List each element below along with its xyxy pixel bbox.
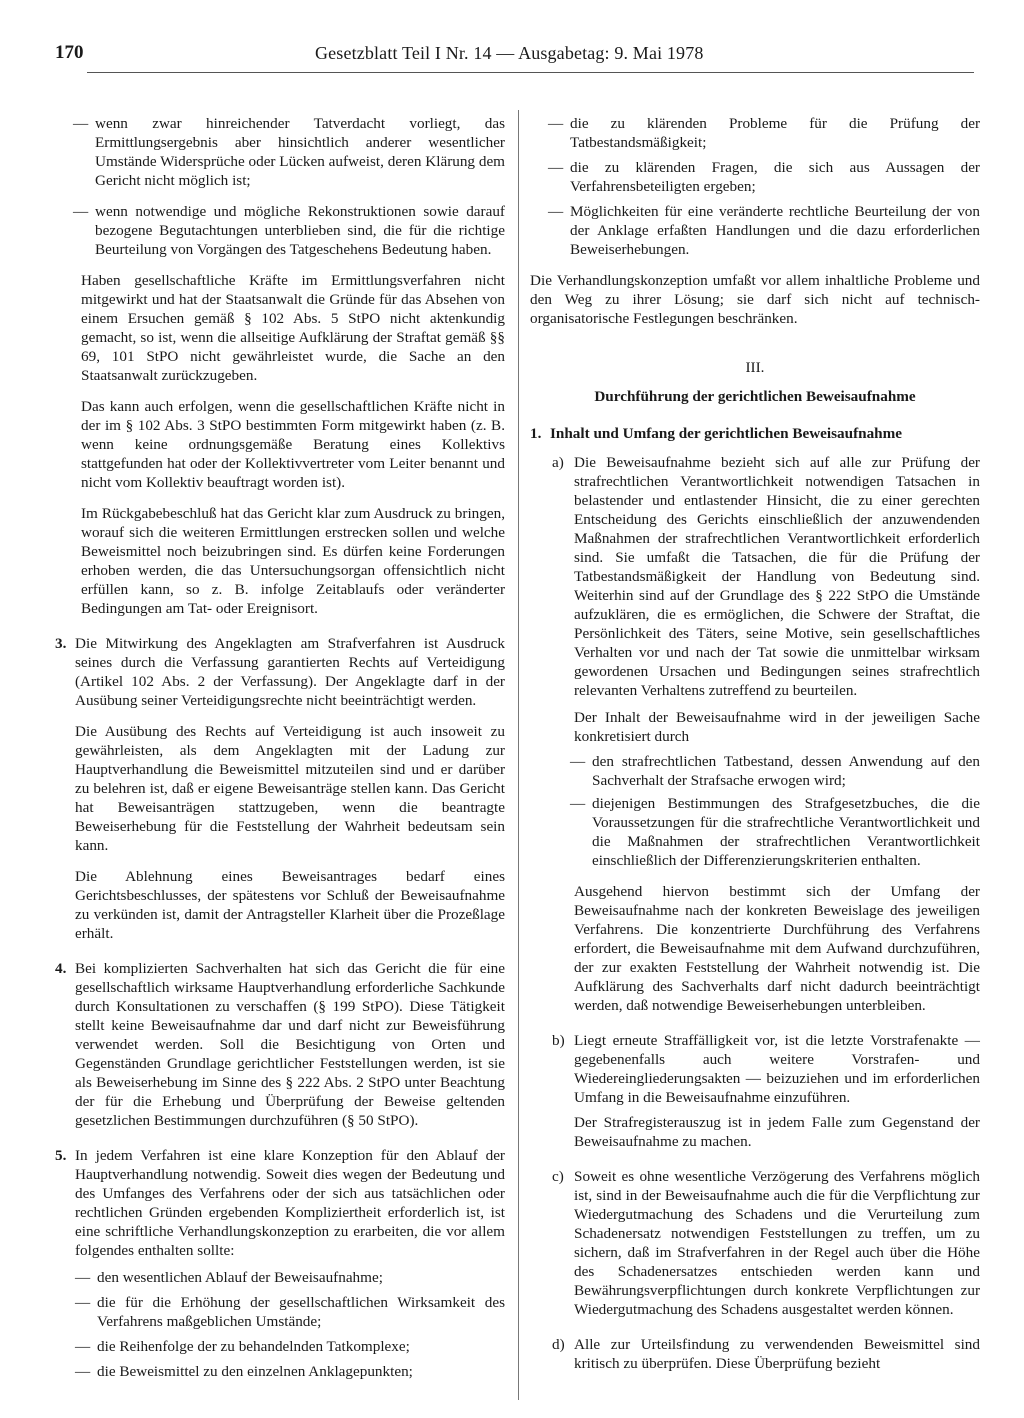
item-text: Soweit es ohne wesentliche Verzögerung des Verfahrens möglich ist, sind in der Beweisaufnahme auch die für die Verpflichtung zur Wiedergutmachung des Schadens und die Verurteilung zum Schadenersatz notwendigen Feststellungen zu treffen, um zu sichern, daß im Strafverfahren in der Regel auch über die Höhe des Schadenersatzes entschieden werden kann und Bewährungsverpflichtungen durch konkrete Verpflichtungen zur Wiedergutmachung des Schadens ausgestaltet werden können. — [574, 1168, 980, 1318]
section-title: Durchführung der gerichtlichen Beweisaufnahme — [594, 388, 916, 405]
paragraph: Ausgehend hiervon bestimmt sich der Umfang der Beweisaufnahme nach der konkreten Beweislage des jeweiligen Verfahrens. Die konzentrierte Durchführung des Verfahrens erfordert, die Beweisaufnahme mit dem Aufwand durchzuführen, der zur exakten Feststellung der Wahrheit notwendig ist. Die Aufklärung des Sachverhalts darf nicht dadurch beeinträchtigt werden, daß notwendige Beweiserhebungen unterbleiben. — [574, 883, 980, 1014]
item-letter: b) — [552, 1032, 565, 1049]
item-text: Die Mitwirkung des Angeklagten am Strafverfahren ist Ausdruck seines durch die Verfassung garantierten Rechts auf Verteidigung (Artikel 102 Abs. 2 der Verfassung). Der Angeklagte darf in der Ausübung seiner Verteidigungsrechte nicht beeinträchtigt werden. — [75, 635, 505, 709]
list-item: — wenn zwar hinreichender Tatverdacht vorliegt, das Ermittlungsergebnis aber hinsichtlich anderer wesentlicher Umstände Widersprüche oder Lücken aufweist, deren Klärung dem Gericht nicht möglich ist; — [55, 114, 505, 190]
paragraph: Das kann auch erfolgen, wenn die gesellschaftlichen Kräfte nicht in der im § 102 Abs. 3 StPO bestimmten Form mitgewirkt haben (z. B. wenn keine ordnungsgemäße Beratung eines Kollektivs stattgefunden hat oder der Kollektivvertreter vom Leiter benannt und nicht vom Kollektiv beauftragt worden ist). — [81, 398, 505, 491]
item-letter: d) — [552, 1336, 565, 1353]
paragraph: Im Rückgabebeschluß hat das Gericht klar zum Ausdruck zu bringen, worauf sich die weiteren Ermittlungen erstrecken sollen und welche Beweismittel noch beizubringen sind. Es dürfen keine Forderungen erhoben werden, die das Untersuchungsorgan offensichtlich nicht erfüllen kann, so z. B. infolge Zeitablaufs oder veränderter Bedingungen am Tat- oder Ereignisort. — [81, 505, 505, 617]
paragraph: Der Strafregisterauszug ist in jedem Falle zum Gegenstand der Beweisaufnahme zu machen. — [574, 1114, 980, 1150]
list-item: — wenn notwendige und mögliche Rekonstruktionen sowie darauf bezogene Begutachtungen unterblieben sind, die für die richtige Beurteilung von Vorgängen des Tatgeschehens Bedeutung haben. — [55, 202, 505, 259]
section-number: III. — [745, 359, 765, 376]
item-letter: a) — [552, 454, 564, 471]
item-text: Bei komplizierten Sachverhalten hat sich das Gericht die für eine gesellschaftlich wirksame Hauptverhandlung erforderliche Sachkunde durch Konsultationen zu verschaffen (§ 199 StPO). Diese Tätigkeit stellt keine Beweisaufnahme dar und darf nicht zur Beweisführung verwendet werden. Soll die Besichtigung von Orten und Gegenständen Grundlage gerichtlicher Feststellungen werden, ist sie als Beweiserhebung im Sinne des § 222 Abs. 2 StPO unter Beachtung der für die Erhebung und Überprüfung der Beweise geltenden gesetzlichen Bestimmungen durchzuführen (§ 50 StPO). — [75, 960, 505, 1129]
page-header — [55, 42, 974, 82]
item-text: Alle zur Urteilsfindung zu verwendenden Beweismittel sind kritisch zu überprüfen. Diese Überprüfung bezieht — [574, 1336, 980, 1372]
right-column — [530, 114, 980, 1385]
list-item: — den wesentlichen Ablauf der Beweisaufnahme; — [75, 1268, 505, 1287]
lettered-item-a — [530, 453, 980, 700]
numbered-item-4 — [55, 959, 505, 1130]
item-number: 5. — [55, 1147, 67, 1164]
paragraph: Haben gesellschaftliche Kräfte im Ermittlungsverfahren nicht mitgewirkt und hat der Staatsanwalt die Gründe für das Absehen von einem Ersuchen gemäß § 102 Abs. 5 StPO nicht aktenkundig gemacht, so ist, wenn die allseitige Aufklärung der Straftat gemäß §§ 69, 101 StPO nicht gewährleistet wurde, die Sache an den Staatsanwalt zurückzugeben. — [81, 272, 505, 384]
heading-text: Inhalt und Umfang der gerichtlichen Beweisaufnahme — [550, 425, 903, 442]
list-item: — die zu klärenden Probleme für die Prüfung der Tatbestandsmäßigkeit; — [530, 114, 980, 152]
item-letter: c) — [552, 1168, 564, 1185]
column-divider — [518, 110, 519, 1400]
item-text: Liegt erneute Straffälligkeit vor, ist die letzte Vorstrafenakte — gegebenenfalls auch weitere Vorstrafen- und Wiedereingliederungsakten — beizuziehen und im erforderlichen Umfang in die Beweisaufnahme einzuführen. — [574, 1032, 980, 1106]
numbered-item-5 — [55, 1146, 505, 1260]
list-item: — Möglichkeiten für eine veränderte rechtliche Beurteilung der von der Anklage erfaßten Handlungen und die dazu erforderlichen Beweiserhebungen. — [530, 202, 980, 259]
list-item: — die zu klärenden Fragen, die sich aus Aussagen der Verfahrensbeteiligten ergeben; — [530, 158, 980, 196]
list-item: — die Beweismittel zu den einzelnen Anklagepunkten; — [75, 1362, 505, 1381]
paragraph: Die Ausübung des Rechts auf Verteidigung ist auch insoweit zu gewährleisten, als dem Angeklagten mit der Ladung zur Hauptverhandlung die Beweismittel mitzuteilen sind und er darüber zu belehren ist, daß er eigene Beweisanträge stellen kann. Das Gericht hat Beweisanträgen stattzugeben, wenn die beantragte Beweiserhebung für die Feststellung der Wahrheit bedeutsam sein kann. — [75, 723, 505, 854]
paragraph: Der Inhalt der Beweisaufnahme wird in der jeweiligen Sache konkretisiert durch — [574, 709, 980, 745]
lettered-item-d — [530, 1335, 980, 1373]
lettered-item-b — [530, 1031, 980, 1107]
header-title: Gesetzblatt Teil I Nr. 14 — Ausgabetag: 9. Mai 1978 — [315, 43, 704, 63]
numbered-item-3 — [55, 634, 505, 710]
list-item: — die für die Erhöhung der gesellschaftlichen Wirksamkeit des Verfahrens maßgeblichen Umstände; — [75, 1293, 505, 1331]
item-number: 3. — [55, 635, 67, 652]
lettered-item-c — [530, 1167, 980, 1319]
header-rule — [87, 72, 974, 73]
list-item: — die Reihenfolge der zu behandelnden Tatkomplexe; — [75, 1337, 505, 1356]
list-item: — diejenigen Bestimmungen des Strafgesetzbuches, die die Voraussetzungen für die strafrechtliche Verantwortlichkeit und die Maßnahmen der strafrechtlichen Verantwortlichkeit einschließlich der Differenzierungskriterien enthalten. — [530, 794, 980, 870]
item-number: 1. — [530, 425, 542, 442]
paragraph: Die Verhandlungskonzeption umfaßt vor allem inhaltliche Probleme und den Weg zu ihrer Lösung; sie darf sich nicht auf technisch-organisatorische Festlegungen beschränken. — [530, 272, 980, 327]
page-number: 170 — [55, 42, 84, 63]
item-number: 4. — [55, 960, 67, 977]
paragraph: Die Ablehnung eines Beweisantrages bedarf eines Gerichtsbeschlusses, der spätestens vor Schluß der Beweisaufnahme zu verkünden ist, damit der Antragsteller Klarheit über die Prozeßlage erhält. — [75, 868, 505, 942]
item-text: Die Beweisaufnahme bezieht sich auf alle zur Prüfung der strafrechtlichen Verantwortlichkeit notwendigen Tatsachen in belastender und entlastender Hinsicht, die zu einer gerechten Entscheidung des Gerichts einschließlich der anzuwendenden Maßnahmen der strafrechtlichen Verantwortlichkeit erforderlich sind. Sie umfaßt die Tatsachen, die für die Prüfung der Tatbestandsmäßigkeit der Handlung von Bedeutung sind. Weiterhin sind auf der Grundlage des § 222 StPO die Umstände aufzuklären, die es ermöglichen, die Schwere der Straftat, die Persönlichkeit des Täters, seine Motive, sein gesellschaftliches Verhalten vor und nach der Tat sowie die unmittelbar wirksam gewordenen Ursachen und Bedingungen seines strafrechtlich relevanten Verhaltens zutreffend zu beurteilen. — [574, 454, 980, 699]
list-item: — den strafrechtlichen Tatbestand, dessen Anwendung auf den Sachverhalt der Strafsache erwogen wird; — [530, 752, 980, 790]
subsection-heading — [530, 424, 980, 443]
left-column — [55, 114, 505, 1387]
item-text: In jedem Verfahren ist eine klare Konzeption für den Ablauf der Hauptverhandlung notwendig. Soweit dies wegen der Bedeutung und des Umfanges des Verfahrens oder der sich aus tatsächlichen oder rechtlichen Gründen ergebenden Kompliziertheit erforderlich ist, ist eine schriftliche Verhandlungskonzeption zu erarbeiten, die vor allem folgendes enthalten sollte: — [75, 1147, 505, 1259]
